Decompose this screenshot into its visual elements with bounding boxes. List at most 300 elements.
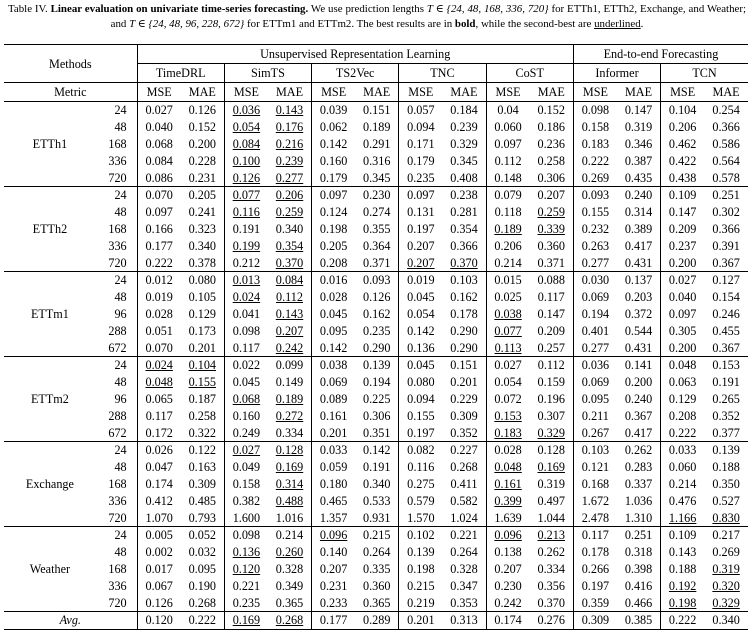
- metric-mse-cost: MSE: [495, 85, 521, 99]
- prediction-length: 96: [96, 391, 137, 408]
- table-cell: 0.260: [268, 544, 312, 561]
- table-cell: 0.319: [530, 476, 574, 493]
- table-cell: 0.117: [232, 340, 260, 355]
- table-cell: 0.128: [530, 441, 574, 458]
- table-cell: 0.112: [268, 289, 312, 306]
- table-cell: 0.239: [442, 119, 486, 136]
- table-cell: 0.370: [442, 254, 486, 271]
- table-cell: 0.173: [181, 322, 225, 339]
- table-cell: 0.082: [407, 443, 435, 458]
- table-cell: 0.229: [442, 391, 486, 408]
- table-cell: 0.172: [145, 425, 173, 440]
- caption-text-1: We use prediction lengths: [310, 3, 424, 15]
- table-cell: 0.207: [268, 322, 312, 339]
- table-cell: 0.227: [442, 441, 486, 458]
- table-cell: 0.207: [407, 238, 435, 253]
- table-cell: 0.012: [145, 273, 173, 288]
- table-row: [4, 424, 748, 441]
- caption-label: Table IV.: [8, 3, 48, 15]
- table-cell: 0.176: [268, 119, 312, 136]
- model-header-simts: SimTS: [224, 64, 311, 83]
- table-cell: 0.103: [442, 271, 486, 288]
- table-cell: 0.096: [319, 528, 348, 543]
- table-cell: 0.178: [442, 306, 486, 323]
- prediction-length: 720: [96, 169, 137, 186]
- table-cell: 0.290: [442, 339, 486, 356]
- caption-text-2: for ETTh1, ETTh2, Exchange, and Weather; and: [110, 3, 746, 30]
- model-header-ts2vec: TS2Vec: [312, 64, 399, 83]
- prediction-length: 336: [96, 152, 137, 169]
- table-cell: 0.366: [442, 237, 486, 254]
- table-cell: 0.147: [530, 306, 574, 323]
- table-cell: 0.207: [494, 561, 522, 576]
- table-cell: 0.093: [581, 188, 610, 203]
- table-cell: 0.318: [617, 544, 661, 561]
- table-cell: 0.258: [530, 152, 574, 169]
- table-row: [4, 152, 748, 169]
- model-header-informer: Informer: [573, 64, 660, 83]
- table-row: [4, 237, 748, 254]
- table-cell: 0.215: [407, 578, 435, 593]
- table-cell: 0.488: [268, 492, 312, 509]
- table-cell: 0.201: [442, 374, 486, 391]
- table-cell: 0.238: [442, 186, 486, 203]
- group-unsupervised-header: Unsupervised Representation Learning: [137, 45, 573, 64]
- table-cell: 0.068: [232, 391, 261, 406]
- table-cell: 0.564: [712, 153, 740, 168]
- table-cell: 0.038: [494, 306, 522, 321]
- table-row: [4, 271, 748, 288]
- table-cell: 2.478: [581, 510, 610, 525]
- metric-mae-tnc: MAE: [442, 83, 486, 102]
- table-cell: 0.408: [442, 169, 486, 186]
- table-row: [4, 509, 748, 526]
- table-cell: 0.054: [494, 375, 522, 390]
- table-cell: 0.060: [668, 460, 697, 475]
- table-cell: 0.399: [494, 493, 522, 508]
- metric-mse-informer: MSE: [582, 85, 608, 99]
- table-cell: 0.112: [494, 153, 522, 168]
- table-cell: 0.239: [268, 152, 312, 169]
- table-cell: 0.124: [319, 205, 348, 220]
- table-cell: 0.262: [617, 441, 661, 458]
- table-cell: 0.337: [617, 476, 661, 493]
- table-cell: 0.401: [581, 323, 610, 338]
- table-cell: 0.098: [581, 103, 610, 118]
- table-cell: 0.147: [617, 102, 661, 119]
- prediction-length: 24: [96, 186, 137, 203]
- metric-mse-tcn: MSE: [670, 85, 696, 99]
- prediction-length: 24: [96, 102, 137, 119]
- table-cell: 0.026: [145, 443, 173, 458]
- table-cell: 0.355: [355, 221, 399, 238]
- table-cell: 1.639: [494, 510, 522, 525]
- table-cell: 0.070: [145, 340, 173, 355]
- dataset-label-etth1: ETTh1: [4, 102, 96, 187]
- table-cell: 0.208: [319, 255, 348, 270]
- table-cell: 0.476: [668, 493, 697, 508]
- table-cell: 0.098: [232, 323, 261, 338]
- table-cell: 0.169: [232, 613, 261, 628]
- table-cell: 0.350: [712, 476, 740, 491]
- table-cell: 0.149: [268, 374, 312, 391]
- table-cell: 0.127: [712, 273, 740, 288]
- table-cell: 0.138: [494, 545, 522, 560]
- table-cell: 0.097: [494, 136, 522, 151]
- prediction-length: 24: [96, 356, 137, 373]
- table-cell: 0.118: [494, 205, 522, 220]
- table-cell: 0.329: [442, 136, 486, 153]
- table-cell: 0.159: [530, 374, 574, 391]
- table-cell: 0.347: [442, 577, 486, 594]
- table-cell: 0.412: [145, 493, 173, 508]
- table-cell: 0.578: [712, 170, 740, 185]
- table-cell: 0.183: [494, 425, 522, 440]
- table-cell: 0.309: [581, 613, 610, 628]
- table-cell: 0.027: [145, 103, 173, 118]
- table-cell: 0.340: [355, 476, 399, 493]
- table-cell: 0.340: [268, 221, 312, 238]
- table-cell: 0.048: [145, 375, 173, 390]
- table-cell: 0.040: [145, 120, 173, 135]
- table-cell: 0.152: [181, 119, 225, 136]
- table-cell: 0.196: [530, 391, 574, 408]
- table-cell: 0.122: [181, 441, 225, 458]
- table-row: [4, 374, 748, 391]
- table-cell: 0.095: [181, 561, 225, 578]
- table-cell: 0.277: [581, 255, 610, 270]
- table-cell: 0.103: [581, 443, 610, 458]
- table-cell: 0.057: [407, 103, 435, 118]
- table-cell: 0.205: [319, 238, 348, 253]
- table-cell: 1.024: [442, 509, 486, 526]
- table-cell: 0.207: [407, 255, 435, 270]
- table-cell: 0.194: [581, 306, 610, 321]
- table-cell: 0.465: [319, 493, 348, 508]
- table-cell: 0.054: [232, 120, 261, 135]
- table-cell: 0.262: [530, 544, 574, 561]
- table-cell: 0.370: [268, 254, 312, 271]
- table-cell: 0.263: [581, 238, 610, 253]
- prediction-length: 168: [96, 136, 137, 153]
- table-cell: 0.002: [145, 545, 173, 560]
- metric-mae-timedrl: MAE: [181, 83, 225, 102]
- table-cell: 0.269: [581, 170, 610, 185]
- dataset-label-weather: Weather: [4, 526, 96, 611]
- caption-title: Linear evaluation on univariate time-series forecasting.: [50, 3, 309, 15]
- table-cell: 0.154: [712, 290, 740, 305]
- table-cell: 0.206: [494, 238, 522, 253]
- table-cell: 0.097: [145, 205, 173, 220]
- prediction-length: 720: [96, 594, 137, 611]
- table-cell: 0.309: [181, 476, 225, 493]
- table-row: [4, 441, 748, 458]
- metric-mae-cost: MAE: [530, 83, 574, 102]
- prediction-length: 48: [96, 119, 137, 136]
- table-cell: 0.096: [494, 528, 522, 543]
- table-cell: 0.306: [355, 407, 399, 424]
- table-cell: 0.365: [355, 594, 399, 611]
- prediction-length: 336: [96, 237, 137, 254]
- group-end-to-end-header: End-to-end Forecasting: [573, 45, 748, 64]
- table-cell: 0.168: [581, 476, 610, 491]
- table-cell: 0.382: [232, 493, 261, 508]
- table-cell: 0.116: [232, 205, 260, 220]
- table-cell: 0.268: [181, 594, 225, 611]
- table-cell: 0.136: [407, 340, 435, 355]
- prediction-length: 336: [96, 492, 137, 509]
- table-cell: 0.497: [530, 492, 574, 509]
- table-cell: 0.377: [712, 425, 740, 440]
- table-cell: 0.151: [442, 356, 486, 373]
- table-cell: 0.077: [494, 323, 522, 338]
- table-row: [4, 221, 748, 238]
- table-cell: 0.206: [268, 186, 312, 203]
- table-cell: 0.104: [181, 356, 225, 373]
- table-cell: 0.349: [268, 577, 312, 594]
- table-cell: 0.214: [268, 526, 312, 543]
- dataset-label-exchange: Exchange: [4, 441, 96, 526]
- table-cell: 0.291: [355, 136, 399, 153]
- table-cell: 1.016: [268, 509, 312, 526]
- table-cell: 0.097: [319, 188, 348, 203]
- table-cell: 0.162: [355, 306, 399, 323]
- table-cell: 0.104: [668, 103, 697, 118]
- table-cell: 0.028: [145, 306, 173, 321]
- table-cell: 0.316: [355, 152, 399, 169]
- table-cell: 0.040: [668, 290, 697, 305]
- table-cell: 0.214: [668, 476, 697, 491]
- table-cell: 0.097: [407, 188, 435, 203]
- table-cell: 0.089: [319, 391, 348, 406]
- table-cell: 0.264: [442, 544, 486, 561]
- table-cell: 0.160: [232, 408, 261, 423]
- metric-mae-ts2vec: MAE: [355, 83, 399, 102]
- table-cell: 0.213: [530, 526, 574, 543]
- table-cell: 0.143: [268, 102, 312, 119]
- prediction-length: 48: [96, 459, 137, 476]
- table-cell: 0.097: [668, 306, 697, 321]
- table-cell: 0.200: [617, 374, 661, 391]
- table-cell: 0.117: [581, 528, 609, 543]
- table-cell: 0.222: [668, 613, 697, 628]
- table-cell: 0.198: [668, 595, 697, 610]
- table-cell: 0.359: [581, 595, 610, 610]
- table-cell: 0.152: [530, 102, 574, 119]
- table-cell: 0.048: [668, 358, 697, 373]
- table-cell: 0.019: [145, 290, 173, 305]
- results-body: [4, 102, 748, 630]
- table-row: [4, 561, 748, 578]
- table-cell: 0.024: [232, 290, 261, 305]
- table-cell: 0.084: [145, 153, 173, 168]
- table-cell: 0.147: [668, 205, 697, 220]
- table-cell: 0.339: [530, 221, 574, 238]
- table-cell: 0.084: [268, 271, 312, 288]
- table-cell: 0.354: [268, 237, 312, 254]
- table-cell: 0.126: [145, 595, 173, 610]
- metric-header: Metric: [4, 83, 137, 102]
- table-cell: 0.086: [145, 170, 173, 185]
- table-cell: 0.235: [232, 595, 261, 610]
- model-header-cost: CoST: [486, 64, 573, 83]
- average-row: [4, 611, 748, 629]
- table-cell: 0.219: [407, 595, 435, 610]
- table-cell: 1.357: [319, 510, 348, 525]
- table-row: [4, 544, 748, 561]
- table-cell: 0.169: [530, 459, 574, 476]
- table-cell: 0.100: [232, 153, 261, 168]
- table-cell: 0.191: [232, 221, 261, 236]
- table-row: [4, 459, 748, 476]
- table-cell: 0.241: [181, 204, 225, 221]
- table-cell: 0.230: [494, 578, 522, 593]
- table-cell: 0.290: [355, 339, 399, 356]
- table-caption: [8, 2, 746, 32]
- table-cell: 0.102: [407, 528, 435, 543]
- table-cell: 0.272: [268, 407, 312, 424]
- table-cell: 0.069: [319, 375, 348, 390]
- table-cell: 0.033: [319, 443, 348, 458]
- table-cell: 0.367: [712, 255, 740, 270]
- prediction-length: 48: [96, 204, 137, 221]
- table-cell: 0.126: [181, 102, 225, 119]
- table-cell: 0.088: [530, 271, 574, 288]
- table-cell: 0.385: [617, 611, 661, 629]
- table-cell: 0.367: [617, 407, 661, 424]
- table-row: [4, 254, 748, 271]
- table-cell: 1.166: [668, 510, 697, 525]
- table-cell: 0.184: [442, 102, 486, 119]
- table-cell: 0.060: [494, 120, 522, 135]
- table-cell: 0.153: [494, 408, 522, 423]
- metric-mse-tnc: MSE: [408, 85, 434, 99]
- table-cell: 0.236: [530, 136, 574, 153]
- table-cell: 0.353: [442, 594, 486, 611]
- results-table: [4, 44, 748, 630]
- table-cell: 0.128: [268, 441, 312, 458]
- table-cell: 0.931: [355, 509, 399, 526]
- table-cell: 0.024: [145, 358, 173, 373]
- table-cell: 0.068: [145, 136, 173, 151]
- table-cell: 0.462: [668, 136, 697, 151]
- table-cell: 0.129: [668, 391, 697, 406]
- prediction-length: 720: [96, 254, 137, 271]
- metric-mse-simts: MSE: [233, 85, 259, 99]
- table-cell: 0.005: [145, 528, 173, 543]
- table-cell: 0.163: [181, 459, 225, 476]
- table-cell: 0.198: [319, 221, 348, 236]
- table-cell: 0.257: [530, 339, 574, 356]
- table-cell: 0.047: [145, 460, 173, 475]
- table-cell: 0.209: [668, 221, 697, 236]
- table-cell: 0.391: [712, 238, 740, 253]
- prediction-length: 24: [96, 526, 137, 543]
- table-cell: 0.305: [668, 323, 697, 338]
- table-cell: 0.094: [407, 391, 435, 406]
- table-cell: 0.048: [494, 460, 522, 475]
- table-cell: 0.109: [668, 528, 697, 543]
- table-cell: 0.189: [268, 391, 312, 408]
- table-cell: 0.346: [617, 136, 661, 153]
- table-cell: 0.070: [145, 188, 173, 203]
- table-cell: 0.322: [181, 424, 225, 441]
- table-cell: 0.160: [319, 153, 348, 168]
- caption-t2: T ∈ {24, 48, 96, 228, 672}: [129, 18, 245, 30]
- caption-t1: T ∈ {24, 48, 168, 336, 720}: [426, 3, 549, 15]
- table-cell: 0.142: [407, 323, 435, 338]
- table-cell: 0.203: [617, 289, 661, 306]
- table-cell: 0.025: [494, 290, 522, 305]
- table-cell: 0.208: [668, 408, 697, 423]
- table-cell: 0.062: [319, 120, 348, 135]
- table-cell: 0.230: [355, 186, 399, 203]
- table-cell: 0.371: [355, 254, 399, 271]
- table-cell: 0.120: [232, 561, 261, 576]
- table-cell: 0.283: [617, 459, 661, 476]
- metric-mse-ts2vec: MSE: [321, 85, 347, 99]
- table-cell: 0.306: [530, 169, 574, 186]
- table-cell: 0.264: [355, 544, 399, 561]
- metric-mae-simts: MAE: [268, 83, 312, 102]
- table-cell: 0.215: [355, 526, 399, 543]
- table-cell: 0.197: [581, 578, 610, 593]
- table-cell: 0.137: [617, 271, 661, 288]
- table-cell: 0.022: [232, 358, 261, 373]
- table-cell: 0.221: [442, 526, 486, 543]
- table-cell: 0.177: [145, 238, 173, 253]
- table-cell: 0.017: [145, 561, 173, 576]
- table-cell: 0.143: [668, 545, 697, 560]
- table-cell: 0.093: [355, 271, 399, 288]
- prediction-length: 672: [96, 424, 137, 441]
- table-cell: 0.187: [181, 391, 225, 408]
- table-cell: 0.162: [442, 289, 486, 306]
- table-cell: 0.328: [268, 561, 312, 578]
- table-cell: 0.319: [617, 119, 661, 136]
- table-cell: 0.417: [617, 424, 661, 441]
- table-cell: 0.049: [232, 460, 261, 475]
- table-cell: 0.033: [668, 443, 697, 458]
- table-cell: 0.265: [712, 391, 740, 406]
- table-cell: 0.059: [319, 460, 348, 475]
- table-cell: 0.129: [181, 306, 225, 323]
- table-cell: 0.544: [617, 322, 661, 339]
- table-cell: 0.158: [581, 120, 610, 135]
- caption-text-4: , while the second-best are: [475, 18, 592, 30]
- table-cell: 0.422: [668, 153, 697, 168]
- prediction-length: 720: [96, 509, 137, 526]
- table-cell: 0.015: [494, 273, 522, 288]
- table-cell: 0.051: [145, 323, 173, 338]
- table-cell: 0.242: [494, 595, 522, 610]
- table-cell: 0.793: [181, 509, 225, 526]
- table-cell: 0.063: [668, 375, 697, 390]
- table-row: [4, 102, 748, 119]
- table-cell: 0.139: [355, 356, 399, 373]
- table-cell: 0.364: [355, 237, 399, 254]
- table-cell: 0.200: [181, 136, 225, 153]
- table-cell: 0.319: [712, 561, 740, 576]
- table-cell: 0.199: [232, 238, 261, 253]
- table-cell: 0.345: [442, 152, 486, 169]
- table-cell: 0.098: [232, 528, 261, 543]
- table-cell: 0.217: [712, 528, 740, 543]
- table-cell: 0.259: [268, 204, 312, 221]
- table-cell: 0.161: [319, 408, 348, 423]
- table-cell: 0.320: [712, 578, 740, 593]
- table-cell: 0.179: [319, 170, 348, 185]
